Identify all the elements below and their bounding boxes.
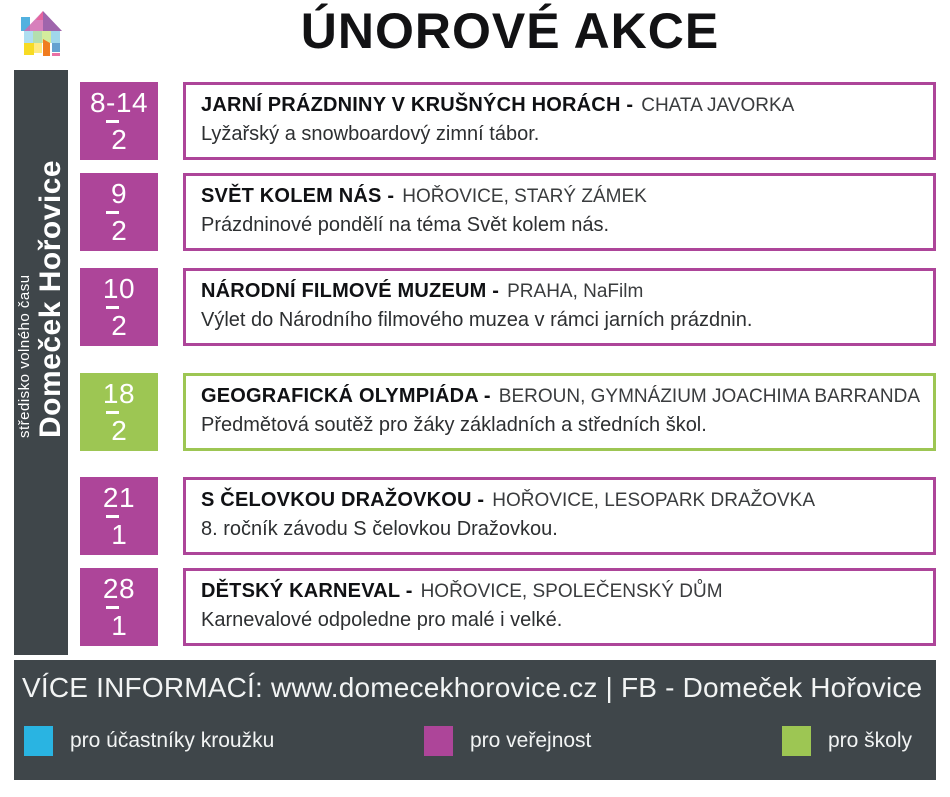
sidebar-branding <box>17 72 66 438</box>
event-date-day: 9 <box>110 177 128 209</box>
event-row <box>80 568 936 646</box>
event-date-month: 2 <box>111 214 127 246</box>
event-location: PRAHA, NaFilm <box>507 281 644 302</box>
event-row <box>80 477 936 555</box>
event-location: HOŘOVICE, STARÝ ZÁMEK <box>402 186 647 207</box>
event-location: BEROUN, GYMNÁZIUM JOACHIMA BARRANDA <box>498 386 921 407</box>
date-fraction-divider <box>106 120 119 123</box>
event-location: CHATA JAVORKA <box>641 95 795 116</box>
event-date-badge <box>80 568 158 646</box>
legend-item-krouzek <box>24 726 274 756</box>
date-fraction-divider <box>106 411 119 414</box>
event-date-day: 21 <box>102 481 136 513</box>
event-date-badge <box>80 373 158 451</box>
sidebar-org-name: Domeček Hořovice <box>34 159 67 438</box>
event-date-day: 18 <box>102 377 136 409</box>
event-list <box>80 82 936 652</box>
legend-item-skoly <box>782 726 912 756</box>
legend-swatch-magenta <box>424 726 453 756</box>
event-description: Prázdninové pondělí na téma Svět kolem nás. <box>201 214 610 236</box>
legend-swatch-blue <box>24 726 53 756</box>
legend-label: pro účastníky kroužku <box>70 729 275 752</box>
house-mosaic-icon <box>16 8 64 62</box>
event-date-day: 28 <box>102 572 136 604</box>
event-description: Lyžařský a snowboardový zimní tábor. <box>201 123 540 145</box>
event-name: NÁRODNÍ FILMOVÉ MUZEUM - <box>201 280 500 302</box>
event-name: DĚTSKÝ KARNEVAL - <box>201 580 413 602</box>
event-card <box>183 373 936 451</box>
event-description: Výlet do Národního filmového muzea v rámci jarních prázdnin. <box>201 309 753 331</box>
event-date-badge <box>80 173 158 251</box>
footer-more-info: VÍCE INFORMACÍ: www.domecekhorovice.cz | FB - Domeček Hořovice <box>22 672 923 703</box>
date-fraction-divider <box>106 306 119 309</box>
event-location: HOŘOVICE, LESOPARK DRAŽOVKA <box>492 490 816 511</box>
sidebar-subtitle: středisko volného času <box>16 274 33 438</box>
event-row <box>80 373 936 451</box>
page-title: ÚNOROVÉ AKCE <box>300 3 720 59</box>
event-date-month: 1 <box>111 518 127 550</box>
event-name: JARNÍ PRÁZDNINY V KRUŠNÝCH HORÁCH - <box>201 94 634 116</box>
event-description: Karnevalové odpoledne pro malé i velké. <box>201 609 563 631</box>
event-date-badge <box>80 82 158 160</box>
event-card <box>183 568 936 646</box>
event-date-badge <box>80 477 158 555</box>
date-fraction-divider <box>106 211 119 214</box>
event-date-badge <box>80 268 158 346</box>
event-card <box>183 477 936 555</box>
event-row <box>80 173 936 251</box>
event-date-month: 1 <box>111 609 127 641</box>
event-name: GEOGRAFICKÁ OLYMPIÁDA - <box>201 385 491 407</box>
legend-label: pro veřejnost <box>470 729 592 752</box>
event-description: Předmětová soutěž pro žáky základních a středních škol. <box>201 414 707 436</box>
event-name: S ČELOVKOU DRAŽOVKOU - <box>201 489 485 511</box>
event-row <box>80 82 936 160</box>
event-date-month: 2 <box>111 414 127 446</box>
event-description: 8. ročník závodu S čelovkou Dražovkou. <box>201 518 558 540</box>
event-card <box>183 268 936 346</box>
date-fraction-divider <box>106 606 119 609</box>
event-name: SVĚT KOLEM NÁS - <box>201 185 395 207</box>
event-location: HOŘOVICE, SPOLEČENSKÝ DŮM <box>420 581 723 602</box>
event-date-day: 10 <box>102 272 136 304</box>
event-date-month: 2 <box>111 123 127 155</box>
event-date-day: 8-14 <box>89 86 149 118</box>
event-card <box>183 173 936 251</box>
event-date-month: 2 <box>111 309 127 341</box>
event-card <box>183 82 936 160</box>
legend-item-verejnost <box>424 726 591 756</box>
footer-bar <box>14 660 936 780</box>
legend-swatch-green <box>782 726 811 756</box>
date-fraction-divider <box>106 515 119 518</box>
legend-label: pro školy <box>828 729 913 752</box>
event-row <box>80 268 936 346</box>
